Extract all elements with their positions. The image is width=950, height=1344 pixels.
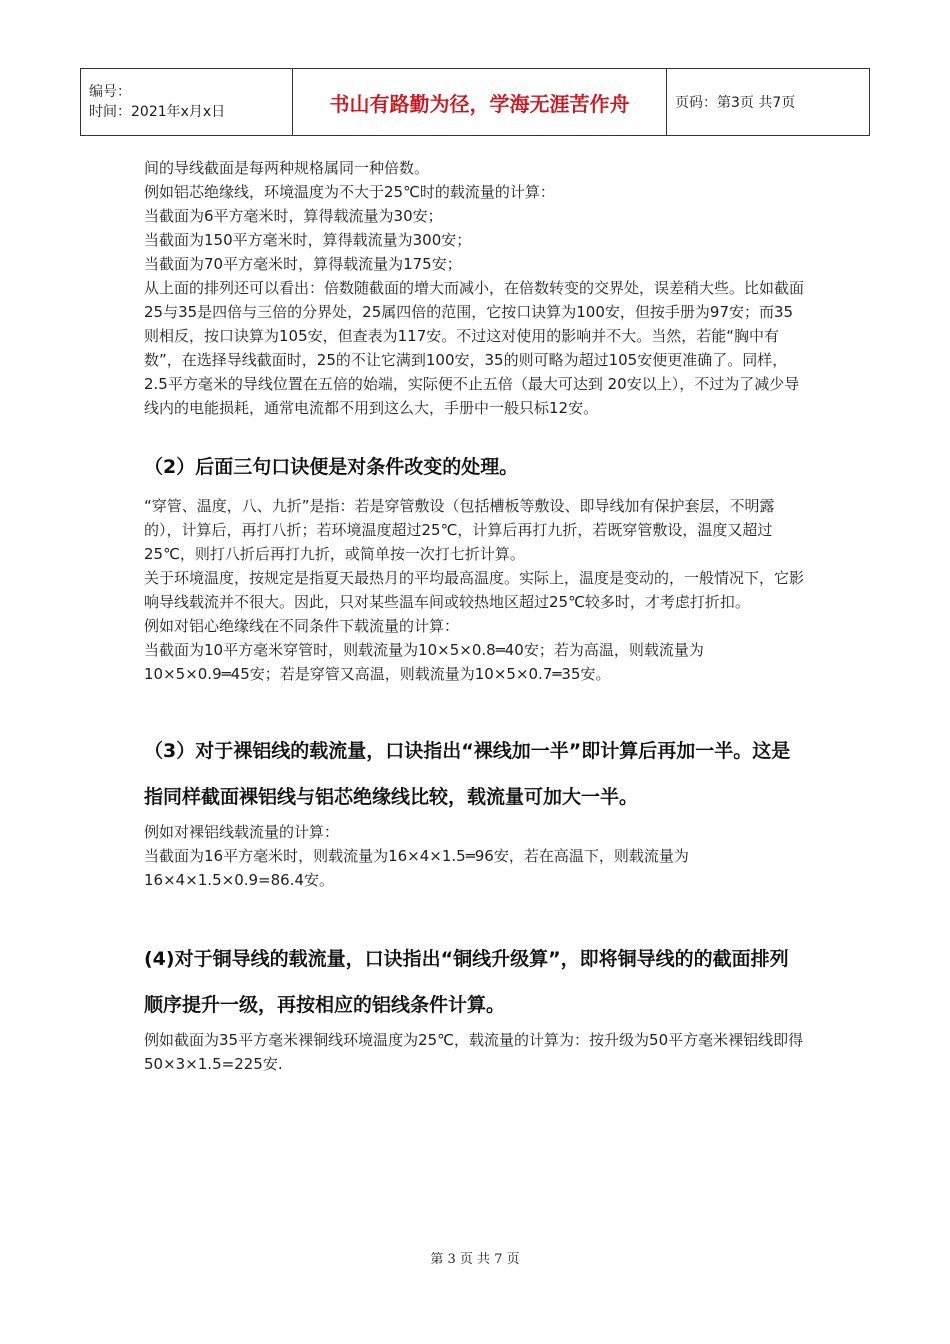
paragraph: 例如截面为35平方毫米裸铜线环境温度为25℃，载流量的计算为：按升级为50平方毫米裸铝线即得50×3×1.5=225安. [144, 1031, 804, 1073]
document-date: 时间：2021年x月x日 [89, 104, 226, 120]
section-heading-2: （2）后面三句口诀便是对条件改变的处理。 [144, 456, 519, 478]
paragraph: 关于环境温度，按规定是指夏天最热月的平均最高温度。实际上，温度是变动的，一般情况下，它影响导线载流并不很大。因此，只对某些温车间或较热地区超过25℃较多时，才考虑打折扣。 [144, 569, 805, 611]
paragraph: “穿管、温度，八、九折”是指：若是穿管敷设（包括槽板等敷设、即导线加有保护套层，不明露的），计算后，再打八折；若环境温度超过25℃，计算后再打九折，若既穿管敷设，温度又超过25℃，则打八折后再打九折，或简单按一次打七折计算。 [144, 497, 775, 563]
paragraph: 当截面为10平方毫米穿管时，则载流量为10×5×0.8═40安；若为高温，则载流量为10×5×0.9═45安；若是穿管又高温，则载流量为10×5×0.7═35安。 [144, 641, 704, 683]
paragraph: 例如铝芯绝缘线，环境温度为不大于25℃时的载流量的计算： [144, 183, 555, 201]
document-number: 编号： [89, 84, 131, 100]
section-heading-3: （3）对于裸铝线的载流量，口诀指出“裸线加一半”即计算后再加一半。这是指同样截面裸铝线与铝芯绝缘线比较，载流量可加大一半。 [144, 740, 791, 808]
paragraph: 例如对铝心绝缘线在不同条件下载流量的计算： [144, 617, 460, 635]
document-body [144, 156, 804, 1076]
header-motto: 书山有路勤为径，学海无涯苦作舟 [293, 69, 667, 136]
page-footer: 第 3 页 共 7 页 [430, 1252, 520, 1267]
paragraph: 间的导线截面是每两种规格属同一种倍数。 [144, 159, 430, 177]
page-header [80, 68, 870, 136]
paragraph: 例如对裸铝线载流量的计算： [144, 823, 340, 841]
paragraph: 当截面为6平方毫米时，算得载流量为30安； [144, 207, 443, 225]
section-heading-4: (4)对于铜导线的载流量，口诀指出“铜线升级算”，即将铜导线的的截面排列顺序提升一级，再按相应的铝线条件计算。 [144, 948, 789, 1016]
paragraph: 当截面为70平方毫米时，算得载流量为175安； [144, 255, 462, 273]
paragraph: 从上面的排列还可以看出：倍数随截面的增大而减小，在倍数转变的交界处，误差稍大些。比如截面25与35是四倍与三倍的分界处，25属四倍的范围，它按口诀算为100安，但按手册为97安；而35则相反，按口诀算为105安，但查表为117安。不过这对使用的影响并不大。当然，若能“胸中有数”，在选择导线截面时，25的不让它满到100安，35的则可略为超过105安便更准确了。同样，2.5平方毫米的导线位置在五倍的始端，实际便不止五倍（最大可达到 20安以上），不过为了减少导线内的电能损耗，通常电流都不用到这么大，手册中一般只标12安。 [144, 279, 805, 417]
header-page-number: 页码：第3页 共7页 [667, 69, 870, 136]
paragraph: 当截面为16平方毫米时，则载流量为16×4×1.5═96安，若在高温下，则载流量为16×4×1.5×0.9=86.4安。 [144, 847, 689, 889]
paragraph: 当截面为150平方毫米时，算得载流量为300安； [144, 231, 472, 249]
header-meta [81, 69, 293, 136]
